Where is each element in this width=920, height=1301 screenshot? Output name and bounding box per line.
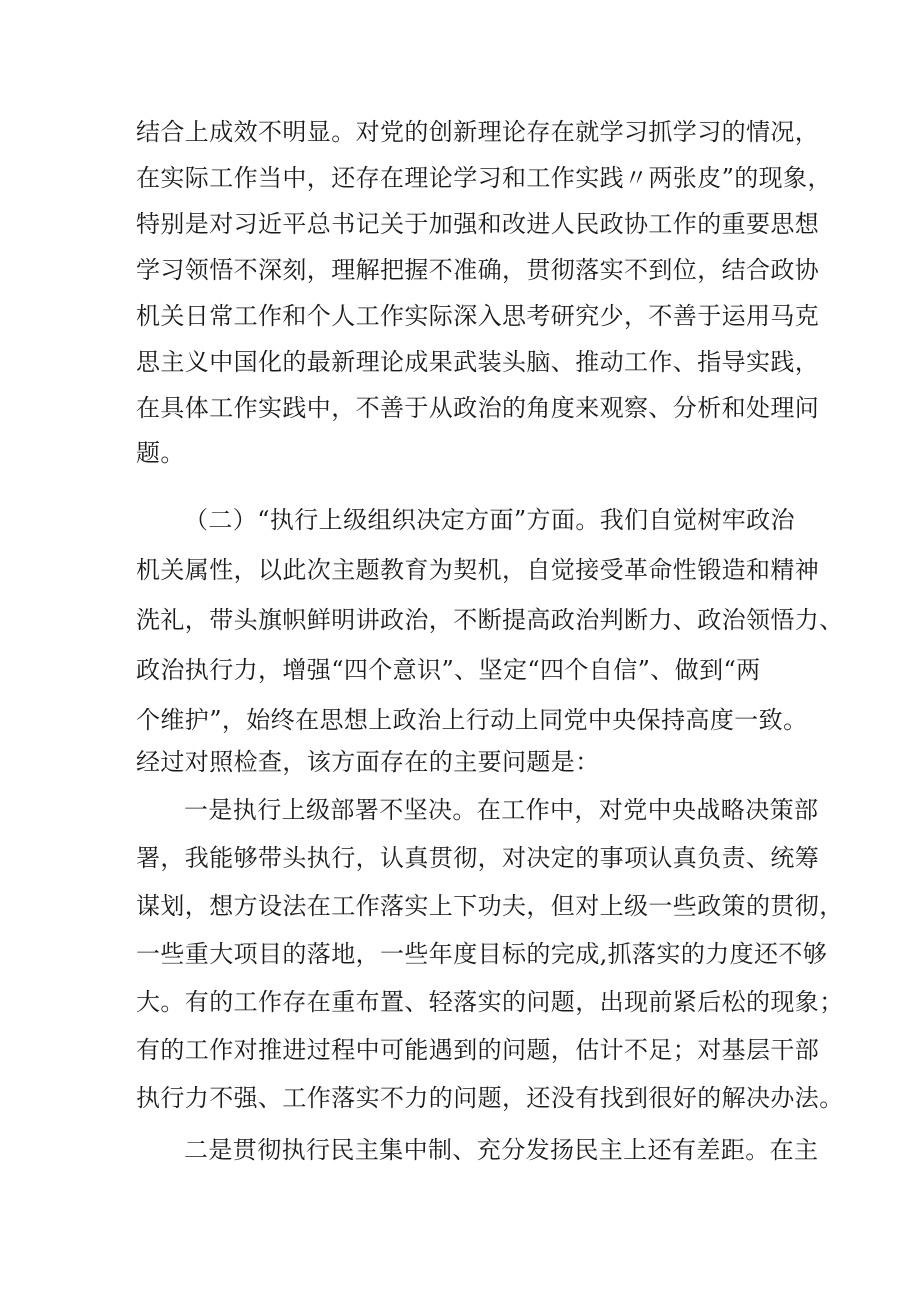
text-line: 个维护”，始终在思想上政治上行动上同党中央保持高度一致。 bbox=[136, 706, 808, 734]
text-line: 机关属性，以此次主题教育为契机，自觉接受革命性锻造和精神 bbox=[136, 556, 820, 584]
text-line: 思主义中国化的最新理论成果武装头脑、推动工作、指导实践， bbox=[136, 348, 820, 376]
text-line: 在具体工作实践中，不善于从政治的角度来观察、分析和处理问 bbox=[136, 394, 820, 422]
paragraph-first-line: 二是贯彻执行民主集中制、充分发扬民主上还有差距。在主 bbox=[184, 1136, 819, 1164]
text-line: 洗礼，带头旗帜鲜明讲政治，不断提高政治判断力、政治领悟力、 bbox=[136, 606, 844, 634]
text-line: 题。 bbox=[136, 439, 185, 467]
text-line: 一些重大项目的落地，一些年度目标的完成,抓落实的力度还不够 bbox=[136, 940, 828, 968]
text-line: 谋划，想方设法在工作落实上下功夫，但对上级一些政策的贯彻， bbox=[136, 892, 844, 920]
text-line: 经过对照检查，该方面存在的主要问题是： bbox=[136, 748, 600, 776]
text-line: 结合上成效不明显。对党的创新理论存在就学习抓学习的情况， bbox=[136, 118, 820, 146]
text-line: 署，我能够带头执行，认真贯彻，对决定的事项认真负责、统筹 bbox=[136, 844, 820, 872]
text-line: 特别是对习近平总书记关于加强和改进人民政协工作的重要思想 bbox=[136, 210, 820, 238]
text-line: 机关日常工作和个人工作实际深入思考研究少，不善于运用马克 bbox=[136, 302, 820, 330]
section-heading-line: （二）“执行上级组织决定方面”方面。我们自觉树牢政治 bbox=[184, 506, 795, 534]
text-line: 大。有的工作存在重布置、轻落实的问题，出现前紧后松的现象； bbox=[136, 988, 844, 1016]
text-line: 执行力不强、工作落实不力的问题，还没有找到很好的解决办法。 bbox=[136, 1084, 844, 1112]
text-line: 在实际工作当中，还存在理论学习和工作实践〃两张皮”的现象， bbox=[136, 164, 832, 192]
text-line: 学习领悟不深刻，理解把握不准确，贯彻落实不到位，结合政协 bbox=[136, 256, 820, 284]
text-line: 政治执行力，增强“四个意识”、坚定“四个自信”、做到“两 bbox=[136, 656, 761, 684]
text-line: 有的工作对推进过程中可能遇到的问题，估计不足；对基层干部 bbox=[136, 1036, 820, 1064]
paragraph-first-line: 一是执行上级部署不坚决。在工作中，对党中央战略决策部 bbox=[184, 796, 819, 824]
